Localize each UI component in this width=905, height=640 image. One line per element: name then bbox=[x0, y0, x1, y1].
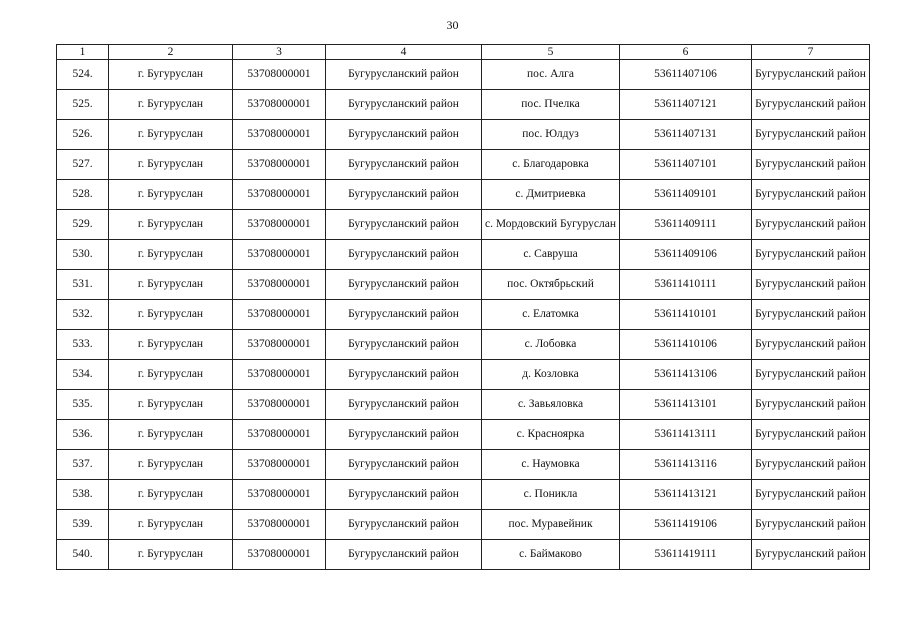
cell-settlement-district: Бугурусланский район bbox=[752, 450, 870, 480]
table-row bbox=[57, 180, 870, 210]
table-row bbox=[57, 510, 870, 540]
cell-settlement-code: 53611413116 bbox=[620, 450, 752, 480]
cell-settlement: с. Лобовка bbox=[482, 330, 620, 360]
cell-row-number: 525. bbox=[57, 90, 109, 120]
cell-row-number: 538. bbox=[57, 480, 109, 510]
table-row bbox=[57, 420, 870, 450]
cell-settlement: д. Козловка bbox=[482, 360, 620, 390]
cell-municipality: г. Бугуруслан bbox=[109, 510, 233, 540]
table-row bbox=[57, 540, 870, 570]
cell-municipality: г. Бугуруслан bbox=[109, 210, 233, 240]
column-header: 4 bbox=[326, 45, 482, 60]
cell-settlement-district: Бугурусланский район bbox=[752, 300, 870, 330]
cell-municipality: г. Бугуруслан bbox=[109, 150, 233, 180]
cell-oktmo-code: 53708000001 bbox=[233, 480, 326, 510]
cell-settlement-district: Бугурусланский район bbox=[752, 60, 870, 90]
cell-oktmo-code: 53708000001 bbox=[233, 450, 326, 480]
cell-row-number: 532. bbox=[57, 300, 109, 330]
table-row bbox=[57, 300, 870, 330]
cell-district: Бугурусланский район bbox=[326, 330, 482, 360]
cell-oktmo-code: 53708000001 bbox=[233, 300, 326, 330]
cell-settlement-code: 53611409111 bbox=[620, 210, 752, 240]
cell-settlement: с. Поникла bbox=[482, 480, 620, 510]
cell-settlement: пос. Муравейник bbox=[482, 510, 620, 540]
cell-settlement: с. Савруша bbox=[482, 240, 620, 270]
cell-oktmo-code: 53708000001 bbox=[233, 510, 326, 540]
cell-settlement-code: 53611407121 bbox=[620, 90, 752, 120]
cell-oktmo-code: 53708000001 bbox=[233, 330, 326, 360]
cell-row-number: 524. bbox=[57, 60, 109, 90]
cell-district: Бугурусланский район bbox=[326, 210, 482, 240]
table-row bbox=[57, 240, 870, 270]
cell-settlement-code: 53611419106 bbox=[620, 510, 752, 540]
cell-oktmo-code: 53708000001 bbox=[233, 120, 326, 150]
cell-oktmo-code: 53708000001 bbox=[233, 390, 326, 420]
column-header: 2 bbox=[109, 45, 233, 60]
cell-settlement: с. Благодаровка bbox=[482, 150, 620, 180]
cell-settlement-code: 53611419111 bbox=[620, 540, 752, 570]
cell-district: Бугурусланский район bbox=[326, 390, 482, 420]
settlements-table bbox=[56, 44, 870, 570]
cell-row-number: 530. bbox=[57, 240, 109, 270]
cell-district: Бугурусланский район bbox=[326, 540, 482, 570]
cell-settlement-district: Бугурусланский район bbox=[752, 180, 870, 210]
cell-settlement-code: 53611407131 bbox=[620, 120, 752, 150]
table-body bbox=[57, 60, 870, 570]
cell-oktmo-code: 53708000001 bbox=[233, 60, 326, 90]
cell-district: Бугурусланский район bbox=[326, 300, 482, 330]
cell-settlement-code: 53611413101 bbox=[620, 390, 752, 420]
cell-oktmo-code: 53708000001 bbox=[233, 210, 326, 240]
cell-district: Бугурусланский район bbox=[326, 450, 482, 480]
cell-settlement-district: Бугурусланский район bbox=[752, 540, 870, 570]
cell-row-number: 526. bbox=[57, 120, 109, 150]
cell-settlement-district: Бугурусланский район bbox=[752, 210, 870, 240]
cell-district: Бугурусланский район bbox=[326, 180, 482, 210]
cell-settlement: с. Елатомка bbox=[482, 300, 620, 330]
header-row bbox=[57, 45, 870, 60]
cell-municipality: г. Бугуруслан bbox=[109, 330, 233, 360]
cell-settlement: с. Наумовка bbox=[482, 450, 620, 480]
cell-district: Бугурусланский район bbox=[326, 90, 482, 120]
cell-district: Бугурусланский район bbox=[326, 120, 482, 150]
cell-municipality: г. Бугуруслан bbox=[109, 450, 233, 480]
cell-municipality: г. Бугуруслан bbox=[109, 240, 233, 270]
cell-settlement-code: 53611409101 bbox=[620, 180, 752, 210]
cell-settlement-district: Бугурусланский район bbox=[752, 240, 870, 270]
cell-row-number: 529. bbox=[57, 210, 109, 240]
cell-settlement-code: 53611407106 bbox=[620, 60, 752, 90]
cell-settlement-code: 53611410111 bbox=[620, 270, 752, 300]
page-number: 30 bbox=[446, 18, 459, 32]
cell-oktmo-code: 53708000001 bbox=[233, 150, 326, 180]
cell-settlement-code: 53611410106 bbox=[620, 330, 752, 360]
column-header: 1 bbox=[57, 45, 109, 60]
cell-municipality: г. Бугуруслан bbox=[109, 60, 233, 90]
cell-settlement: с. Краснояpка bbox=[482, 420, 620, 450]
cell-row-number: 535. bbox=[57, 390, 109, 420]
column-header: 3 bbox=[233, 45, 326, 60]
cell-settlement-code: 53611413121 bbox=[620, 480, 752, 510]
cell-oktmo-code: 53708000001 bbox=[233, 180, 326, 210]
cell-settlement: пос. Октябрьский bbox=[482, 270, 620, 300]
cell-settlement: с. Баймаково bbox=[482, 540, 620, 570]
cell-district: Бугурусланский район bbox=[326, 420, 482, 450]
cell-municipality: г. Бугуруслан bbox=[109, 120, 233, 150]
cell-settlement-district: Бугурусланский район bbox=[752, 420, 870, 450]
cell-settlement-district: Бугурусланский район bbox=[752, 330, 870, 360]
cell-settlement-district: Бугурусланский район bbox=[752, 270, 870, 300]
table-row bbox=[57, 210, 870, 240]
cell-district: Бугурусланский район bbox=[326, 150, 482, 180]
column-header: 7 bbox=[752, 45, 870, 60]
cell-oktmo-code: 53708000001 bbox=[233, 540, 326, 570]
cell-settlement-district: Бугурусланский район bbox=[752, 390, 870, 420]
cell-settlement-district: Бугурусланский район bbox=[752, 120, 870, 150]
cell-settlement-code: 53611413106 bbox=[620, 360, 752, 390]
cell-row-number: 534. bbox=[57, 360, 109, 390]
cell-municipality: г. Бугуруслан bbox=[109, 540, 233, 570]
cell-district: Бугурусланский район bbox=[326, 510, 482, 540]
cell-settlement: пос. Пчелка bbox=[482, 90, 620, 120]
cell-municipality: г. Бугуруслан bbox=[109, 270, 233, 300]
cell-settlement-district: Бугурусланский район bbox=[752, 510, 870, 540]
cell-row-number: 540. bbox=[57, 540, 109, 570]
cell-row-number: 531. bbox=[57, 270, 109, 300]
table-row bbox=[57, 450, 870, 480]
table-row bbox=[57, 330, 870, 360]
table-row bbox=[57, 150, 870, 180]
table-row bbox=[57, 90, 870, 120]
cell-settlement-district: Бугурусланский район bbox=[752, 360, 870, 390]
cell-settlement: с. Дмитриевка bbox=[482, 180, 620, 210]
table-row bbox=[57, 120, 870, 150]
column-header: 6 bbox=[620, 45, 752, 60]
cell-settlement: с. Мордовский Бугуруслан bbox=[482, 210, 620, 240]
cell-settlement: с. Завьяловка bbox=[482, 390, 620, 420]
cell-settlement-district: Бугурусланский район bbox=[752, 150, 870, 180]
cell-settlement-code: 53611407101 bbox=[620, 150, 752, 180]
cell-oktmo-code: 53708000001 bbox=[233, 240, 326, 270]
cell-municipality: г. Бугуруслан bbox=[109, 180, 233, 210]
table-row bbox=[57, 270, 870, 300]
cell-municipality: г. Бугуруслан bbox=[109, 420, 233, 450]
table-row bbox=[57, 360, 870, 390]
cell-row-number: 536. bbox=[57, 420, 109, 450]
cell-settlement-code: 53611413111 bbox=[620, 420, 752, 450]
table-row bbox=[57, 390, 870, 420]
cell-municipality: г. Бугуруслан bbox=[109, 390, 233, 420]
cell-oktmo-code: 53708000001 bbox=[233, 420, 326, 450]
cell-row-number: 527. bbox=[57, 150, 109, 180]
cell-district: Бугурусланский район bbox=[326, 360, 482, 390]
cell-oktmo-code: 53708000001 bbox=[233, 360, 326, 390]
cell-row-number: 533. bbox=[57, 330, 109, 360]
cell-municipality: г. Бугуруслан bbox=[109, 300, 233, 330]
cell-district: Бугурусланский район bbox=[326, 60, 482, 90]
cell-district: Бугурусланский район bbox=[326, 270, 482, 300]
cell-municipality: г. Бугуруслан bbox=[109, 480, 233, 510]
table-row bbox=[57, 60, 870, 90]
cell-row-number: 539. bbox=[57, 510, 109, 540]
cell-settlement: пос. Юлдуз bbox=[482, 120, 620, 150]
cell-oktmo-code: 53708000001 bbox=[233, 270, 326, 300]
cell-municipality: г. Бугуруслан bbox=[109, 90, 233, 120]
cell-settlement: пос. Алга bbox=[482, 60, 620, 90]
cell-settlement-code: 53611409106 bbox=[620, 240, 752, 270]
cell-row-number: 537. bbox=[57, 450, 109, 480]
cell-settlement-district: Бугурусланский район bbox=[752, 90, 870, 120]
cell-row-number: 528. bbox=[57, 180, 109, 210]
cell-district: Бугурусланский район bbox=[326, 480, 482, 510]
cell-district: Бугурусланский район bbox=[326, 240, 482, 270]
cell-oktmo-code: 53708000001 bbox=[233, 90, 326, 120]
cell-municipality: г. Бугуруслан bbox=[109, 360, 233, 390]
cell-settlement-code: 53611410101 bbox=[620, 300, 752, 330]
cell-settlement-district: Бугурусланский район bbox=[752, 480, 870, 510]
column-header: 5 bbox=[482, 45, 620, 60]
table-row bbox=[57, 480, 870, 510]
